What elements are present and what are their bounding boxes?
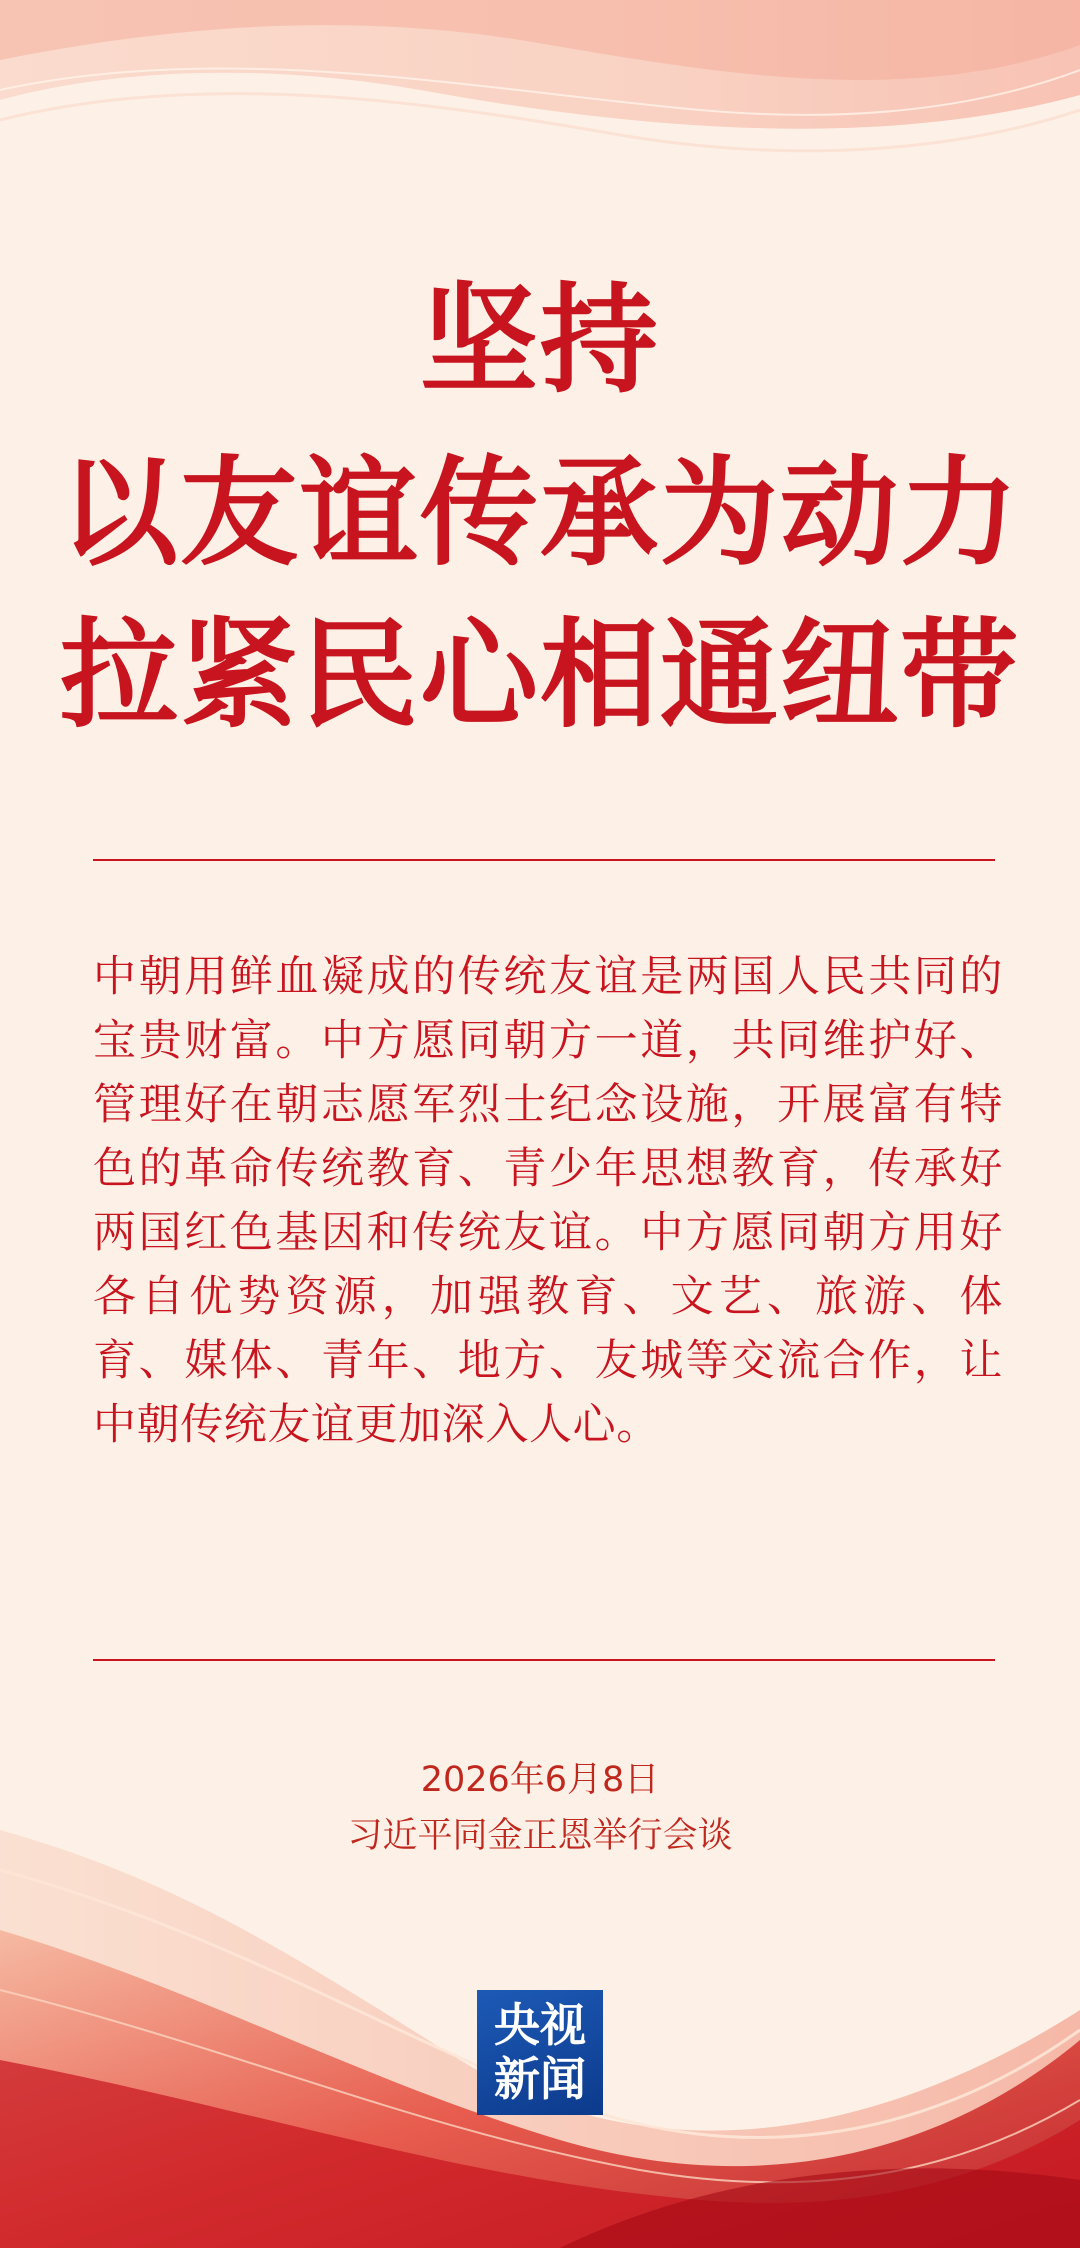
headline-line-3: 拉紧民心相通纽带 (59, 605, 1020, 744)
body-paragraph: 中朝用鲜血凝成的传统友谊是两国人民共同的宝贵财富。中方愿同朝方一道，共同维护好、管理好在朝志愿军烈士纪念设施，开展富有特色的革命传统教育、青少年思想教育，传承好两国红色基因和传统友谊。中方愿同朝方用好各自优势资源，加强教育、文艺、旅游、体育、媒体、青年、地方、友城等交流合作，让中朝传统友谊更加深入人心。 (93, 952, 1003, 1450)
top-divider (93, 859, 995, 861)
headline-line-2: 以友谊传承为动力 (59, 443, 1020, 582)
date-label: 2026年6月8日 (420, 1760, 660, 1800)
cctv-news-logo (477, 1990, 603, 2115)
headline-line-1: 坚持 (419, 270, 660, 409)
event-label: 习近平同金正恩举行会谈 (347, 1816, 733, 1856)
logo-line-1: 央视 (494, 1998, 586, 2052)
bottom-divider (93, 1659, 995, 1661)
logo-line-2: 新闻 (494, 2052, 586, 2106)
